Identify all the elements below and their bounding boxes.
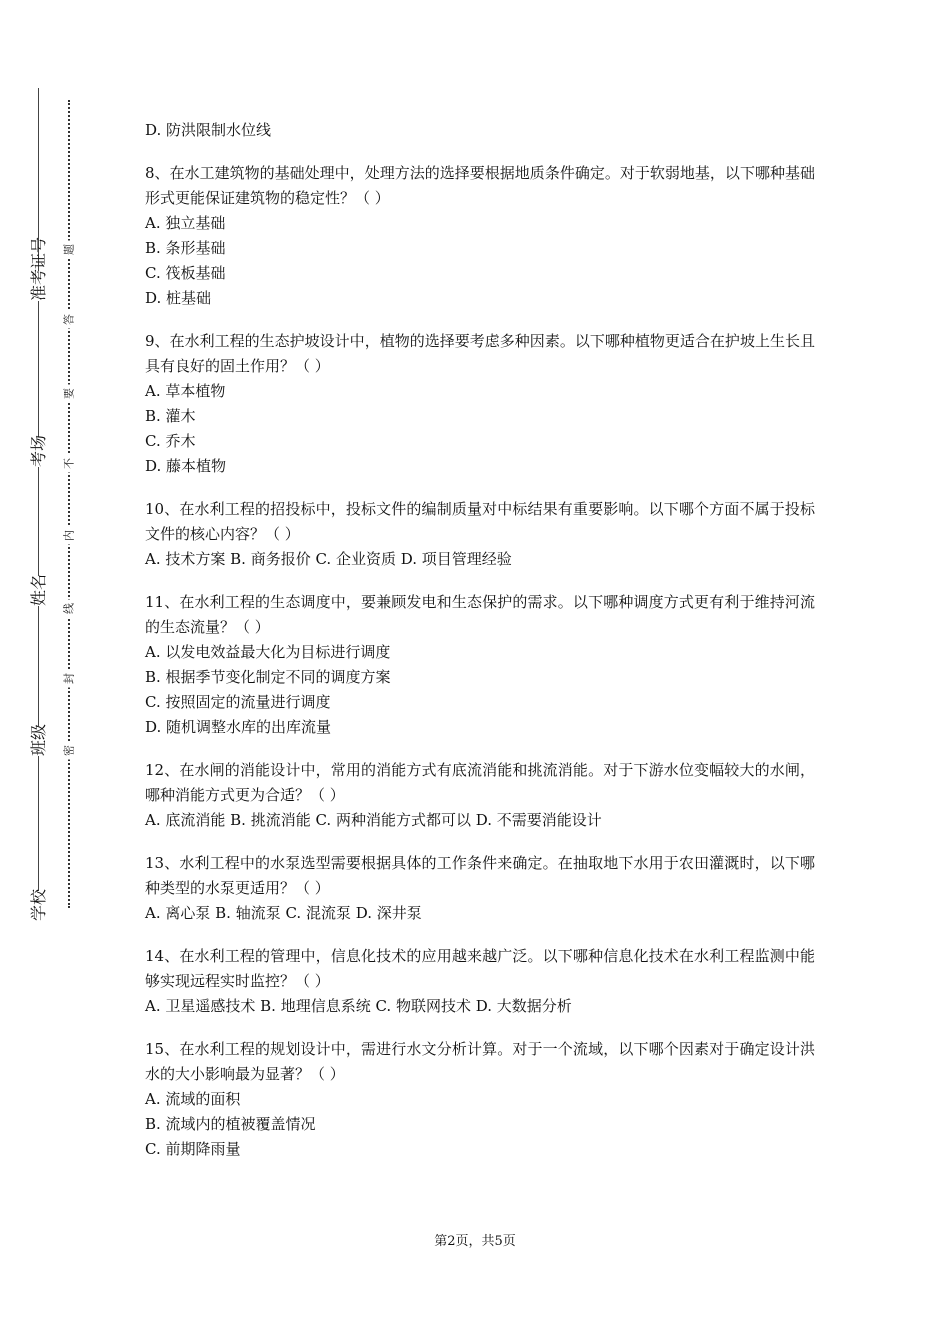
binding-dotted-line	[68, 100, 70, 908]
question-text: 8、在水工建筑物的基础处理中，处理方法的选择要根据地质条件确定。对于软弱地基，以下哪种基础形式更能保证建筑物的稳定性？（ ）	[145, 164, 815, 207]
option: B. 灌木	[145, 407, 196, 425]
option: D. 藤本植物	[145, 457, 227, 475]
field-exam-number-label: 准考证号	[29, 236, 48, 301]
binding-margin	[0, 0, 110, 1344]
inline-options: A. 离心泵 B. 轴流泵 C. 混流泵 D. 深井泵	[145, 904, 422, 922]
option: C. 前期降雨量	[145, 1140, 241, 1158]
option: A. 以发电效益最大化为目标进行调度	[145, 643, 391, 661]
page-footer: 第2页，共5页	[434, 1234, 516, 1249]
question-13	[145, 851, 815, 926]
question-10	[145, 497, 815, 572]
option: B. 条形基础	[145, 239, 226, 257]
question-text: 14、在水利工程的管理中，信息化技术的应用越来越广泛。以下哪种信息化技术在水利工程监测中能够实现远程实时监控？（ ）	[145, 947, 815, 990]
option: B. 流域内的植被覆盖情况	[145, 1115, 316, 1133]
question-text: 13、水利工程中的水泵选型需要根据具体的工作条件来确定。在抽取地下水用于农田灌溉时，以下哪种类型的水泵更适用？（ ）	[145, 854, 815, 897]
question-text: 10、在水利工程的招投标中，投标文件的编制质量对中标结果有重要影响。以下哪个方面不属于投标文件的核心内容？（ ）	[145, 500, 815, 543]
seal-char: 答	[64, 311, 75, 329]
option: C. 按照固定的流量进行调度	[145, 693, 331, 711]
field-school-label: 学校	[29, 888, 48, 921]
option: D. 桩基础	[145, 289, 212, 307]
question-7-continued	[145, 118, 815, 143]
seal-char: 要	[64, 385, 75, 403]
option: D. 随机调整水库的出库流量	[145, 718, 332, 736]
question-text: 11、在水利工程的生态调度中，要兼顾发电和生态保护的需求。以下哪种调度方式更有利于维持河流的生态流量？（ ）	[145, 593, 815, 636]
option: A. 草本植物	[145, 382, 226, 400]
seal-char: 封	[64, 670, 75, 688]
option: A. 流域的面积	[145, 1090, 241, 1108]
question-text: 12、在水闸的消能设计中，常用的消能方式有底流消能和挑流消能。对于下游水位变幅较大的水闸，哪种消能方式更为合适？（ ）	[145, 761, 815, 804]
question-14	[145, 944, 815, 1019]
field-exam-room-label: 考场	[29, 434, 48, 467]
seal-char: 题	[64, 241, 75, 259]
question-11	[145, 590, 815, 740]
question-list	[145, 118, 815, 1180]
option: C. 乔木	[145, 432, 196, 450]
inline-options: A. 底流消能 B. 挑流消能 C. 两种消能方式都可以 D. 不需要消能设计	[145, 811, 602, 829]
field-class-label: 班级	[29, 723, 48, 756]
question-9	[145, 329, 815, 479]
field-name-label: 姓名	[29, 573, 48, 606]
seal-char: 密	[64, 742, 75, 760]
question-text: 9、在水利工程的生态护坡设计中，植物的选择要考虑多种因素。以下哪种植物更适合在护坡上生长且具有良好的固土作用？（ ）	[145, 332, 815, 375]
seal-char: 内	[64, 527, 75, 545]
option: D. 防洪限制水位线	[145, 121, 272, 139]
question-12	[145, 758, 815, 833]
option: A. 独立基础	[145, 214, 226, 232]
question-text: 15、在水利工程的规划设计中，需进行水文分析计算。对于一个流域，以下哪个因素对于确定设计洪水的大小影响最为显著？（ ）	[145, 1040, 815, 1083]
inline-options: A. 技术方案 B. 商务报价 C. 企业资质 D. 项目管理经验	[145, 550, 512, 568]
question-8	[145, 161, 815, 311]
seal-char: 不	[64, 455, 75, 473]
question-15	[145, 1037, 815, 1162]
inline-options: A. 卫星遥感技术 B. 地理信息系统 C. 物联网技术 D. 大数据分析	[145, 997, 572, 1015]
option: B. 根据季节变化制定不同的调度方案	[145, 668, 391, 686]
option: C. 筏板基础	[145, 264, 226, 282]
binding-solid-line	[38, 88, 39, 918]
seal-char: 线	[64, 600, 75, 618]
